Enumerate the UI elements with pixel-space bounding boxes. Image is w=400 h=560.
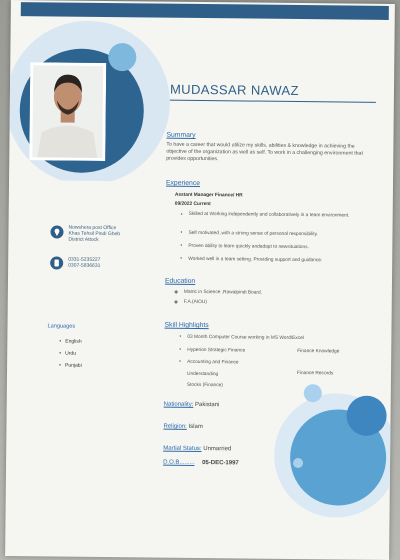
address (68, 225, 120, 244)
bullet-dot: • (180, 211, 183, 218)
bullet-dot: • (180, 255, 183, 262)
diamond-bullet-icon: ❖ (173, 299, 179, 306)
experience-period: 09/2022 Current (174, 201, 211, 208)
profile-photo (29, 62, 106, 161)
bullet-dot: • (179, 333, 182, 340)
language-item: • Punjabi (59, 362, 82, 369)
bullet-dot: • (179, 346, 182, 353)
summary-text: To have a career that would utilize my skills, abilities & knowledge in achieving the objective of the organization as well as self. To work in a challenging environment that provides opportunities. (166, 141, 363, 163)
skill-item: Stocks (Finance) (186, 382, 223, 389)
experience-item: Proven ability to learn quickly andadapt to newsituations. (188, 243, 309, 251)
skill-item: Accounting and Finance (187, 359, 239, 366)
location-icon (50, 225, 63, 238)
marital-row (163, 446, 231, 453)
education-item: F.A.(AIOU) (183, 299, 207, 306)
address-line: Khas Tehsil Pindi Gheb (68, 230, 121, 238)
education-item: Matric in Science ,Rawalpindi Board. (183, 289, 263, 296)
skill-item: Understanding (186, 371, 219, 378)
religion-value: Islam (188, 423, 203, 431)
skill-item: 03 Month Computer Course working in MS Word/Excel (187, 334, 304, 342)
address-line: Nowshera post Office (68, 224, 117, 232)
experience-heading: Experience (165, 179, 201, 187)
language-item: • Urdu (59, 350, 77, 357)
experience-item: Self motivated ,with a strong sense of personal responsibility. (188, 230, 319, 238)
summary-heading: Summary (166, 131, 196, 139)
name-underline (170, 100, 376, 103)
phone-number: 0307-5836631 (68, 262, 101, 270)
skills-heading: Skill Highlights (164, 321, 209, 330)
skill-item: Hyperion Strategic Finance (187, 347, 246, 354)
language-item: • English (59, 338, 82, 345)
dob-row (163, 460, 239, 467)
languages-list (59, 336, 82, 372)
address-line: District Attock (68, 237, 99, 244)
phone-numbers (68, 257, 100, 270)
marital-value: Unmarried (203, 446, 232, 453)
phone-number: 0331-5235227 (68, 256, 101, 263)
full-name: MUDASSAR NAWAZ (169, 81, 299, 99)
marital-label: Martial Status: (163, 445, 202, 453)
religion-row (163, 424, 202, 430)
phone-icon (50, 256, 63, 269)
experience-role: Asstant Manager Finance/ HR (174, 192, 243, 199)
bullet-dot: • (180, 229, 183, 236)
languages-heading: Languages (47, 323, 76, 330)
experience-item: Worked well in a team setting. Providing support and guidance. (188, 256, 323, 264)
experience-item: Skilled at Working independently and collaboratively in a team environment. (188, 211, 350, 219)
dob-label: D.O.B......... (163, 459, 195, 466)
resume-page (5, 0, 395, 560)
skill-item: Finance Knowledge (297, 349, 340, 355)
religion-label: Religion: (163, 423, 187, 430)
nationality-label: Nationality: (163, 401, 194, 408)
nationality-row (164, 402, 220, 409)
nationality-value: Pakistani (195, 401, 220, 409)
diamond-bullet-icon: ❖ (173, 289, 179, 296)
bullet-dot: • (180, 242, 183, 249)
bullet-dot: • (179, 358, 182, 365)
education-heading: Education (164, 277, 196, 285)
dob-value: 05-DEC-1997 (202, 460, 239, 467)
corner-circle-decoration (255, 373, 391, 524)
skill-item: Finance Records (296, 371, 334, 377)
